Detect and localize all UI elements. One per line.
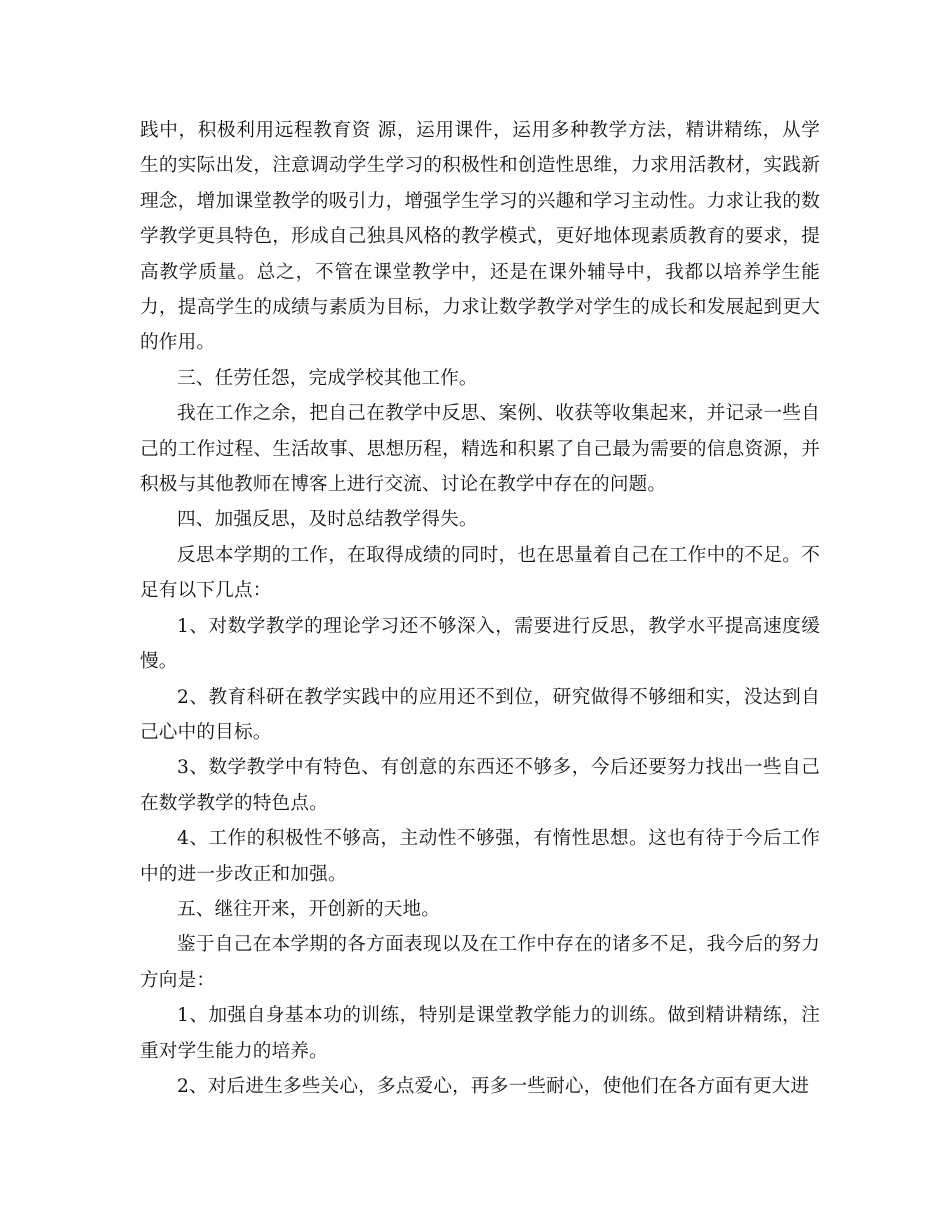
paragraph-1: 践中，积极利用远程教育资 源，运用课件，运用多种教学方法，精讲精练，从学生的实际出发，注意调动学生学习的积极性和创造性思维，力求用活教材，实践新理念，增加课堂教学的吸引力，增强学生学习的兴趣和学习主动性。力求让我的数学教学更具特色，形成自己独具风格的教学模式，更好地体现素质教育的要求，提高教学质量。总之，不管在课堂教学中，还是在课外辅导中，我都以培养学生能力，提高学生的成绩与素质为目标，力求让数学教学对学生的成长和发展起到更大的作用。	[140, 120, 820, 354]
list-item-5: 1、加强自身基本功的训练，特别是课堂教学能力的训练。做到精讲精练，注重对学生能力的培养。	[140, 1005, 820, 1062]
paragraph-3: 反思本学期的工作，在取得成绩的同时，也在思量着自己在工作中的不足。不足有以下几点：	[140, 544, 820, 602]
list-item-3: 3、数学教学中有特色、有创意的东西还不够多，今后还要努力找出一些自己在数学教学的特色点。	[140, 757, 820, 814]
paragraph-4: 鉴于自己在本学期的各方面表现以及在工作中存在的诸多不足，我今后的努力方向是：	[140, 934, 820, 991]
section-heading-3: 三、任劳任怨，完成学校其他工作。	[177, 367, 478, 389]
paragraph-2: 我在工作之余，把自己在教学中反思、案例、收获等收集起来，并记录一些自己的工作过程、生活故事、思想历程，精选和积累了自己最为需要的信息资源，并积极与其他教师在博客上进行交流、讨论在教学中存在的问题。	[140, 403, 820, 496]
list-item-2: 2、教育科研在教学实践中的应用还不到位，研究做得不够细和实，没达到自己心中的目标。	[140, 686, 820, 743]
section-heading-4: 四、加强反思，及时总结教学得失。	[177, 509, 478, 531]
list-item-1: 1、对数学教学的理论学习还不够深入，需要进行反思，教学水平提高速度缓慢。	[140, 615, 820, 673]
list-item-4: 4、工作的积极性不够高，主动性不够强，有惰性思想。这也有待于今后工作中的进一步改正和加强。	[140, 828, 820, 885]
section-heading-5: 五、继往开来，开创新的天地。	[177, 898, 441, 920]
document-body	[140, 113, 820, 1104]
list-item-6: 2、对后进生多些关心，多点爱心，再多一些耐心，使他们在各方面有更大进	[177, 1075, 810, 1097]
